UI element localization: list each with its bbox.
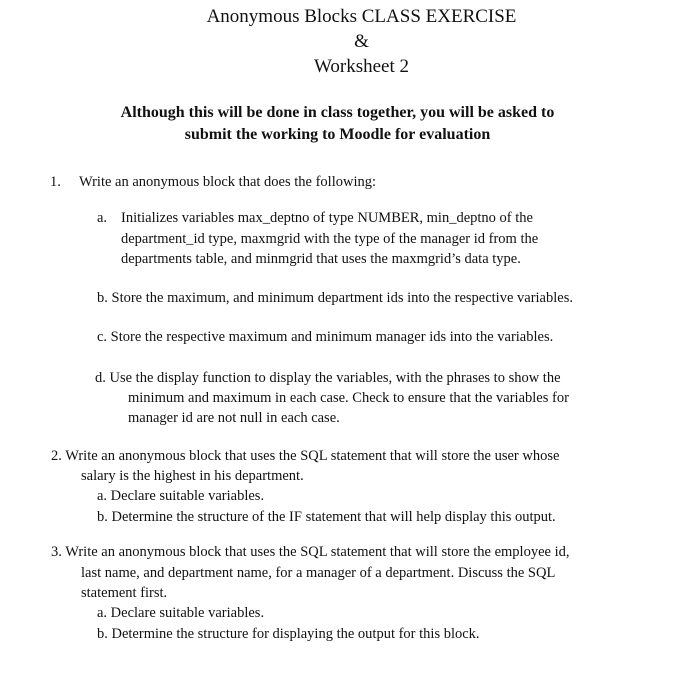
q1a-line-2: department_id type, maxmgrid with the type of the manager id from the bbox=[121, 231, 539, 247]
q1b-text: b. Store the maximum, and minimum department ids into the respective variables. bbox=[97, 290, 573, 306]
q1d-line-3: manager id are not null in each case. bbox=[128, 410, 340, 426]
q2b-text: b. Determine the structure of the IF statement that will help display this output. bbox=[97, 509, 556, 525]
q2a-text: a. Declare suitable variables. bbox=[97, 488, 265, 504]
q1d-line-1: d. Use the display function to display the variables, with the phrases to show the bbox=[95, 370, 561, 386]
q1a-line-3: departments table, and minmgrid that uses the maxmgrid’s data type. bbox=[121, 251, 521, 267]
q1a-marker: a. bbox=[97, 210, 108, 226]
q3-line-2: last name, and department name, for a manager of a department. Discuss the SQL bbox=[81, 565, 556, 581]
q1d-line-2: minimum and maximum in each case. Check to ensure that the variables for bbox=[128, 390, 569, 406]
q3b-text: b. Determine the structure for displaying the output for this block. bbox=[97, 626, 480, 642]
q1-number: 1. bbox=[50, 174, 61, 190]
q1c-text: c. Store the respective maximum and minimum manager ids into the variables. bbox=[97, 329, 554, 345]
q1-text: Write an anonymous block that does the following: bbox=[79, 174, 377, 190]
q3-line-1: 3. Write an anonymous block that uses the SQL statement that will store the employee id, bbox=[51, 544, 570, 560]
q2-line-2: salary is the highest in his department. bbox=[81, 468, 304, 484]
q3a-text: a. Declare suitable variables. bbox=[97, 605, 265, 621]
note-line-1: Although this will be done in class together, you will be asked to bbox=[120, 104, 555, 121]
title-ampersand: & bbox=[354, 31, 369, 52]
document-title: Anonymous Blocks CLASS EXERCISE bbox=[206, 6, 517, 27]
q3-line-3: statement first. bbox=[81, 585, 168, 601]
worksheet-label: Worksheet 2 bbox=[313, 56, 410, 77]
q2-line-1: 2. Write an anonymous block that uses the SQL statement that will store the user whose bbox=[51, 448, 560, 464]
q1a-line-1: Initializes variables max_deptno of type NUMBER, min_deptno of the bbox=[121, 210, 533, 226]
note-line-2: submit the working to Moodle for evaluation bbox=[184, 126, 491, 143]
